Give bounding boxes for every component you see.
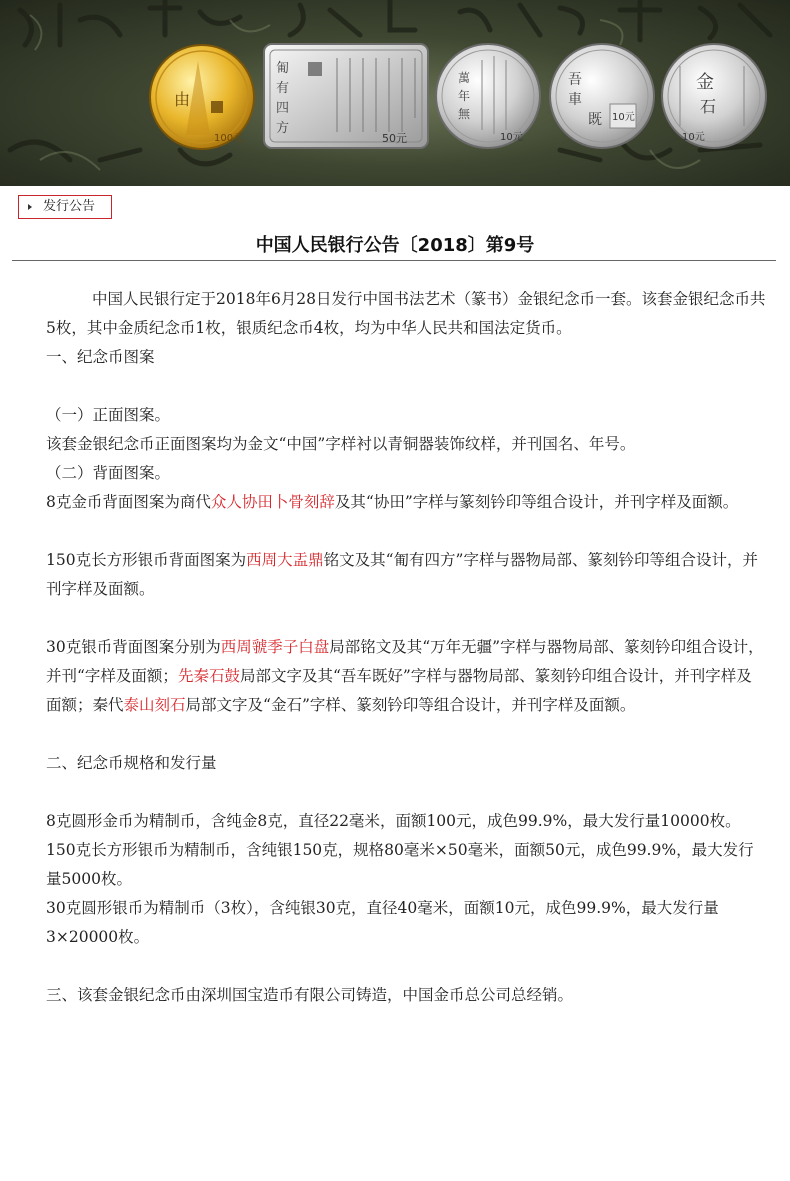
svg-text:石: 石 xyxy=(700,97,717,116)
announcement-tag-label: 发行公告 xyxy=(43,199,96,214)
svg-text:無: 無 xyxy=(458,107,471,121)
text: 8克金币背面图案为商代 xyxy=(46,493,211,511)
announcement-body xyxy=(46,285,766,1010)
rect-silver-reverse-paragraph xyxy=(46,546,766,604)
rect-silver-spec-paragraph: 150克长方形银币为精制币，含纯银150克，规格80毫米×50毫米，面额50元，成色99.9%，最大发行量5000枚。 xyxy=(46,841,754,888)
page-title: 中国人民银行公告〔2018〕第9号 xyxy=(255,235,535,256)
highlight-text: 先秦石鼓 xyxy=(177,667,240,685)
highlight-text: 西周虢季子白盘 xyxy=(220,638,330,656)
svg-text:由: 由 xyxy=(174,90,191,109)
title-divider xyxy=(12,260,776,261)
text: 局部文字及“金石”字样、篆刻钤印等组合设计，并刊字样及面额。 xyxy=(185,696,636,714)
svg-text:年: 年 xyxy=(458,89,471,103)
section-1-heading: 一、纪念币图案 xyxy=(46,348,155,366)
svg-text:車: 車 xyxy=(568,92,582,108)
silver-coin-2-denomination: 10元 xyxy=(612,112,635,123)
text: 局部铭文及其“万年无疆”字样与器物局部、篆刻钤印组合设计，并刊“字样及面额； xyxy=(46,638,764,685)
section-2-heading: 二、纪念币规格和发行量 xyxy=(46,754,217,772)
gold-spec-paragraph: 8克圆形金币为精制币，含纯金8克，直径22毫米，面额100元，成色99.9%，最大发行量10000枚。 xyxy=(46,812,741,830)
highlight-text: 众人协田卜骨刻辞 xyxy=(210,493,335,511)
svg-text:四: 四 xyxy=(276,101,290,116)
svg-text:方: 方 xyxy=(276,121,290,136)
intro-paragraph: 中国人民银行定于2018年6月28日发行中国书法艺术（篆书）金银纪念币一套。该套金银纪念币共5枚，其中金质纪念币1枚，银质纪念币4枚，均为中华人民共和国法定货币。 xyxy=(46,290,766,337)
reverse-heading: （二）背面图案。 xyxy=(46,464,171,482)
svg-text:萬: 萬 xyxy=(458,71,471,85)
gold-coin-denomination: 100元 xyxy=(214,133,244,144)
text: 30克银币背面图案分别为 xyxy=(46,638,221,656)
rect-coin-denomination: 50元 xyxy=(382,132,407,145)
svg-text:既: 既 xyxy=(588,112,602,128)
text: 铭文及其“匍有四方”字样与器物局部、篆刻钤印等组合设计，并刊字样及面额。 xyxy=(46,551,758,598)
text: 及其“协田”字样与篆刻钤印等组合设计，并刊字样及面额。 xyxy=(334,493,739,511)
round-silver-reverse-paragraph xyxy=(46,633,766,720)
silver-coin-3-image xyxy=(660,42,768,150)
text: 局部文字及其“吾车既好”字样与器物局部、篆刻钤印组合设计，并刊字样及面额；秦代 xyxy=(46,667,752,714)
rectangular-silver-coin-image xyxy=(262,42,430,150)
gold-coin-image xyxy=(148,43,256,151)
gold-reverse-paragraph xyxy=(46,488,766,517)
obverse-paragraph: 该套金银纪念币正面图案均为金文“中国”字样衬以青铜器装饰纹样，并刊国名、年号。 xyxy=(46,435,636,453)
silver-coin-1-denomination: 10元 xyxy=(500,132,523,143)
round-silver-spec-paragraph: 30克圆形银币为精制币（3枚），含纯银30克，直径40毫米，面额10元，成色99.9%，最大发行量3×20000枚。 xyxy=(46,899,719,946)
svg-text:有: 有 xyxy=(276,81,290,96)
obverse-heading: （一）正面图案。 xyxy=(46,406,171,424)
triangle-right-icon xyxy=(28,204,32,210)
svg-text:匍: 匍 xyxy=(276,61,290,76)
section-3-paragraph: 三、该套金银纪念币由深圳国宝造币有限公司铸造，中国金币总公司总经销。 xyxy=(46,986,574,1004)
announcement-tag[interactable] xyxy=(18,195,112,219)
header-banner xyxy=(0,0,790,186)
svg-text:吾: 吾 xyxy=(568,72,582,88)
silver-coin-2-image xyxy=(548,42,656,150)
text: 150克长方形银币背面图案为 xyxy=(46,551,247,569)
highlight-text: 西周大盂鼎 xyxy=(246,551,324,569)
silver-coin-3-denomination: 10元 xyxy=(682,132,705,143)
highlight-text: 泰山刻石 xyxy=(123,696,186,714)
svg-text:金: 金 xyxy=(696,72,714,93)
silver-coin-1-image xyxy=(434,42,542,150)
